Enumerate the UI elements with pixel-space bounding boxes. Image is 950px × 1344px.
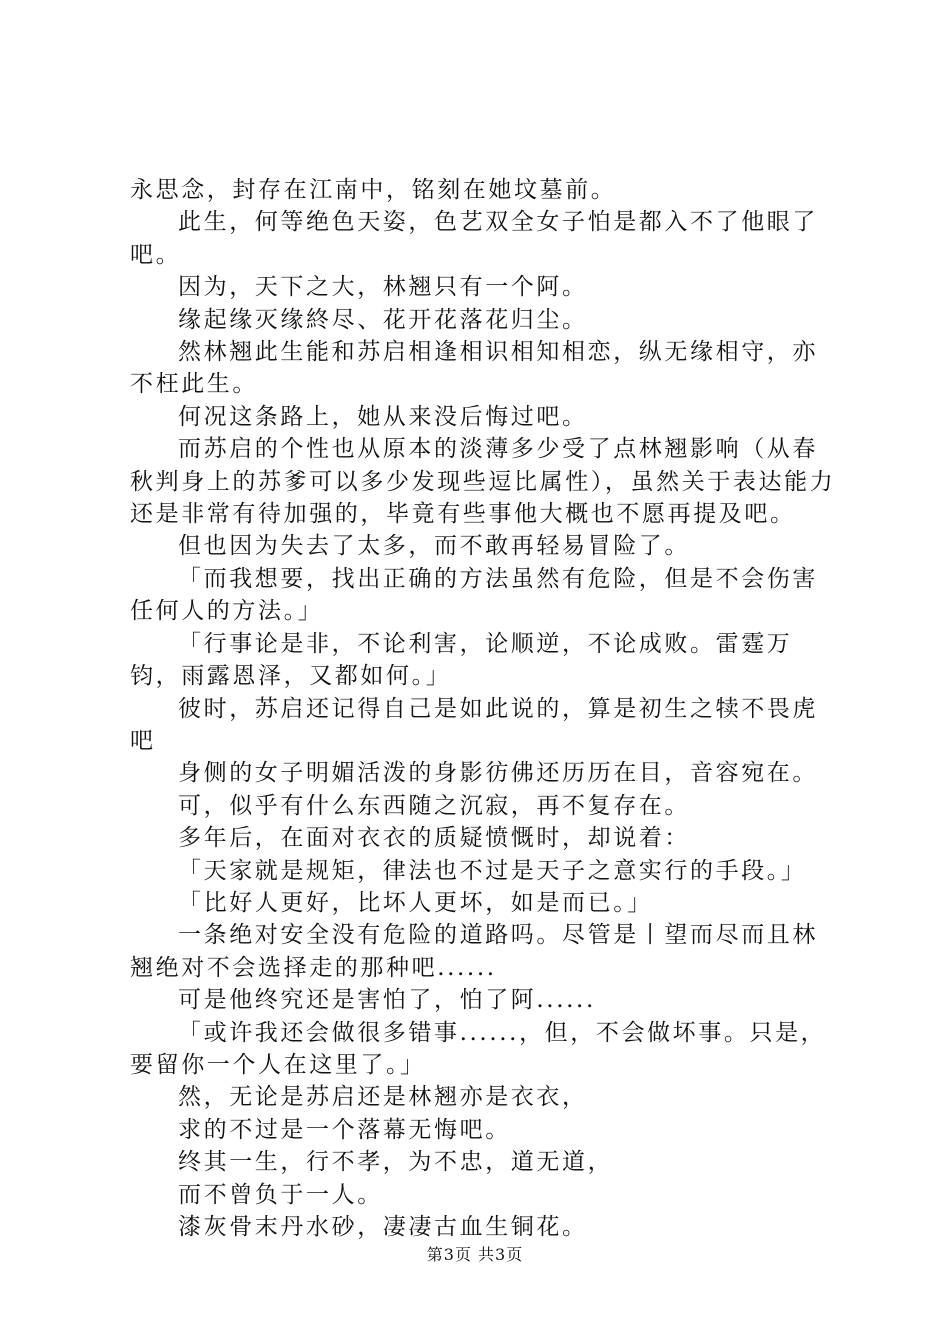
- paragraph: 但也因为失去了太多，而不敢再轻易冒险了。: [178, 533, 690, 560]
- page-footer: [0, 1242, 950, 1265]
- document-body: [130, 174, 840, 1243]
- paragraph: 彼时，苏启还记得自己是如此说的，算是初生之犊不畏虎吧: [130, 695, 818, 754]
- paragraph: 求的不过是一个落幕无悔吧。: [178, 1116, 511, 1143]
- paragraph: 可，似乎有什么东西随之沉寂，再不复存在。: [178, 792, 690, 819]
- paragraph: 身侧的女子明媚活泼的身影彷佛还历历在目，音容宛在。: [178, 760, 818, 787]
- paragraph: 而不曾负于一人。: [178, 1181, 383, 1208]
- page-number: 第3页 共3页: [426, 1245, 524, 1264]
- paragraph: 漆灰骨末丹水砂，凄凄古血生铜花。: [178, 1214, 588, 1240]
- paragraph: 缘起缘灭缘終尽、花开花落花归尘。: [178, 306, 588, 333]
- paragraph: 「或许我还会做很多错事......，但，不会做坏事。只是，要留你一个人在这里了。」: [130, 1019, 827, 1078]
- paragraph: 何况这条路上，她从来没后悔过吧。: [178, 403, 588, 430]
- paragraph: 因为，天下之大，林翘只有一个阿。: [178, 274, 588, 301]
- paragraph: 永思念，封存在江南中，铭刻在她坟墓前。: [130, 177, 617, 203]
- paragraph: 一条绝对安全没有危险的道路吗。尽管是丨望而尽而且林翘绝对不会选择走的那种吧......: [130, 922, 818, 981]
- paragraph: 「而我想要，找出正确的方法虽然有危险，但是不会伤害任何人的方法。」: [130, 565, 818, 625]
- paragraph: 「行事论是非，不论利害，论顺逆，不论成败。雷霆万钧，雨露恩泽，又都如何。」: [130, 630, 793, 690]
- paragraph: 「比好人更好，比坏人更坏，如是而已。」: [178, 889, 653, 916]
- paragraph: 多年后，在面对衣衣的质疑愤慨时，却说着：: [178, 825, 690, 852]
- paragraph: 而苏启的个性也从原本的淡薄多少受了点林翘影响（从春秋判身上的苏爹可以多少发现些逗比属性），虽然关于表达能力还是非常有待加强的，毕竟有些事他大概也不愿再提及吧。: [130, 436, 836, 528]
- paragraph: 然，无论是苏启还是林翘亦是衣衣，: [178, 1084, 588, 1111]
- paragraph: 「天家就是规矩，律法也不过是天子之意实行的手段。」: [178, 857, 807, 884]
- paragraph: 可是他终究还是害怕了，怕了阿......: [178, 987, 596, 1014]
- paragraph: 此生，何等绝色天姿，色艺双全女子怕是都入不了他眼了吧。: [130, 209, 818, 268]
- paragraph: 终其一生，行不孝，为不忠，道无道，: [178, 1149, 614, 1176]
- paragraph: 然林翘此生能和苏启相逢相识相知相恋，纵无缘相守，亦不枉此生。: [130, 339, 818, 398]
